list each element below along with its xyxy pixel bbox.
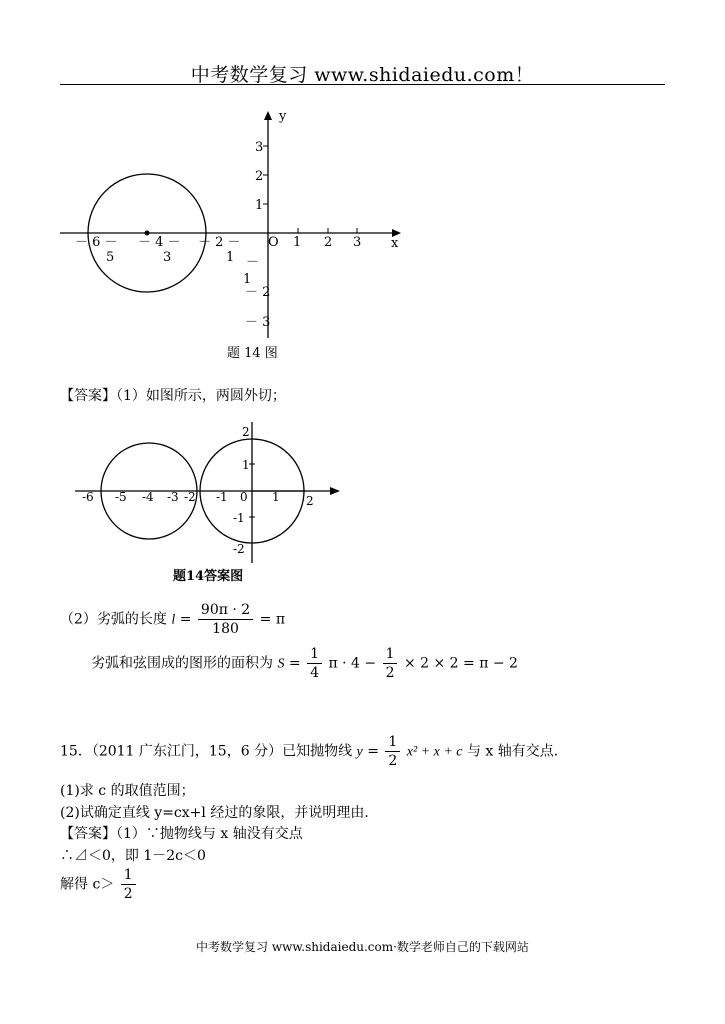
question-15-sub2: (2)试确定直线 y=cx+l 经过的象限，并说明理由． [60, 805, 379, 821]
equals-sign: = [288, 655, 301, 672]
fraction-numerator: 90π · 2 [198, 601, 253, 620]
x-tick-label: 2 [324, 235, 333, 250]
x-tick-label: -4 [142, 490, 154, 504]
y-neg-tick-label: 1 [243, 272, 252, 287]
y-axis-label: y [279, 109, 287, 124]
x-neg-tick-label-sub: 3 [163, 250, 172, 265]
question-15-line [60, 733, 568, 770]
fraction-denominator: 4 [310, 665, 320, 681]
answer-intro: 【答案】（1）如图所示，两圆外切； [60, 388, 286, 404]
y-axis-arrow [264, 111, 272, 120]
area-end-expression: × 2 × 2 = π − 2 [403, 655, 518, 672]
parabola-tail: x² + x + c [406, 744, 463, 760]
origin-label: O [268, 235, 279, 250]
y-tick-label: 2 [255, 169, 264, 184]
figure-caption: 题14答案图 [173, 569, 244, 584]
x-neg-tick-label-sub: 1 [226, 250, 235, 265]
fraction-numerator: 1 [385, 733, 400, 752]
area-line [91, 645, 518, 682]
x-neg-tick-label-sub: 5 [106, 250, 115, 265]
fraction-denominator: 180 [212, 621, 239, 637]
x-neg-tick-label: － 6 － [75, 235, 118, 250]
fraction-numerator: 1 [383, 645, 398, 664]
arc-length-line [60, 601, 285, 638]
header-divider [60, 84, 665, 85]
area-fraction-1 [307, 645, 322, 682]
x-neg-tick-label: － 2 － [198, 235, 241, 250]
fraction-denominator: 2 [388, 753, 398, 769]
y-neg-tick-label: － [246, 255, 260, 270]
area-label: 劣弧和弦围成的图形的面积为 [91, 655, 273, 672]
figure-caption: 题 14 图 [227, 346, 278, 361]
question-15-answer-2: ∴⊿＜0，即 1－2c＜0 [60, 848, 206, 864]
question-15-suffix: 与 x 轴有交点． [466, 743, 568, 760]
fraction-numerator: 1 [121, 866, 136, 885]
x-neg-tick-label: － 4 － [138, 235, 181, 250]
x-tick-label: 1 [272, 490, 280, 504]
question-15-answer-3 [60, 866, 138, 903]
x-tick-label: -3 [167, 490, 179, 504]
y-tick-label: 3 [255, 140, 264, 155]
y-neg-tick-label: － 2 [245, 285, 271, 300]
y-tick-label: 1 [255, 198, 264, 213]
x-tick-label: -2 [184, 490, 196, 504]
fraction-numerator: 1 [307, 645, 322, 664]
y-tick-label: -1 [233, 511, 245, 525]
y-neg-tick-label: － 3 [245, 315, 271, 330]
x-tick-label: 0 [240, 490, 248, 504]
figure-14-graph [55, 100, 415, 365]
question-15-prefix: 15．（2011 广东江门，15，6 分）已知抛物线 [60, 743, 353, 760]
equals-sign: = [179, 611, 192, 628]
question-15-sub1: (1)求 c 的取值范围； [60, 783, 195, 799]
x-tick-label: -6 [82, 490, 94, 504]
x-tick-label: 2 [306, 494, 314, 508]
figure-14-answer-graph [70, 418, 350, 588]
equals-sign: = [367, 743, 379, 760]
y-tick-label: 1 [242, 458, 250, 472]
l-variable: l [171, 612, 176, 628]
x-axis-label: x [391, 236, 399, 251]
area-mid-expression: π · 4 − [328, 655, 377, 672]
x-tick-label: -1 [216, 490, 228, 504]
fraction-denominator: 2 [385, 665, 395, 681]
x-tick-label: -5 [115, 490, 127, 504]
y-tick-label: -2 [233, 542, 245, 556]
page-footer: 中考数学复习 www.shidaiedu.com·数学老师自己的下载网站 [196, 940, 529, 954]
answer-3-fraction [121, 866, 136, 903]
fraction-denominator: 2 [123, 886, 133, 902]
answer-3-prefix: 解得 c＞ [60, 876, 115, 893]
question-15-answer-1: 【答案】（1）∵抛物线与 x 轴没有交点 [60, 826, 303, 842]
s-variable: S [277, 656, 285, 672]
parabola-fraction [385, 733, 400, 770]
x-tick-label: 3 [353, 235, 362, 250]
arc-length-label: （2）劣弧的长度 [60, 611, 167, 628]
y-tick-label: 2 [242, 425, 250, 439]
x-tick-label: 1 [293, 235, 302, 250]
area-fraction-2 [383, 645, 398, 682]
arc-length-fraction [198, 601, 253, 638]
x-axis-arrow [330, 487, 340, 495]
page-header-title: 中考数学复习 www.shidaiedu.com！ [190, 64, 535, 86]
arc-length-result: = π [259, 611, 286, 628]
y-variable: y [356, 744, 363, 760]
